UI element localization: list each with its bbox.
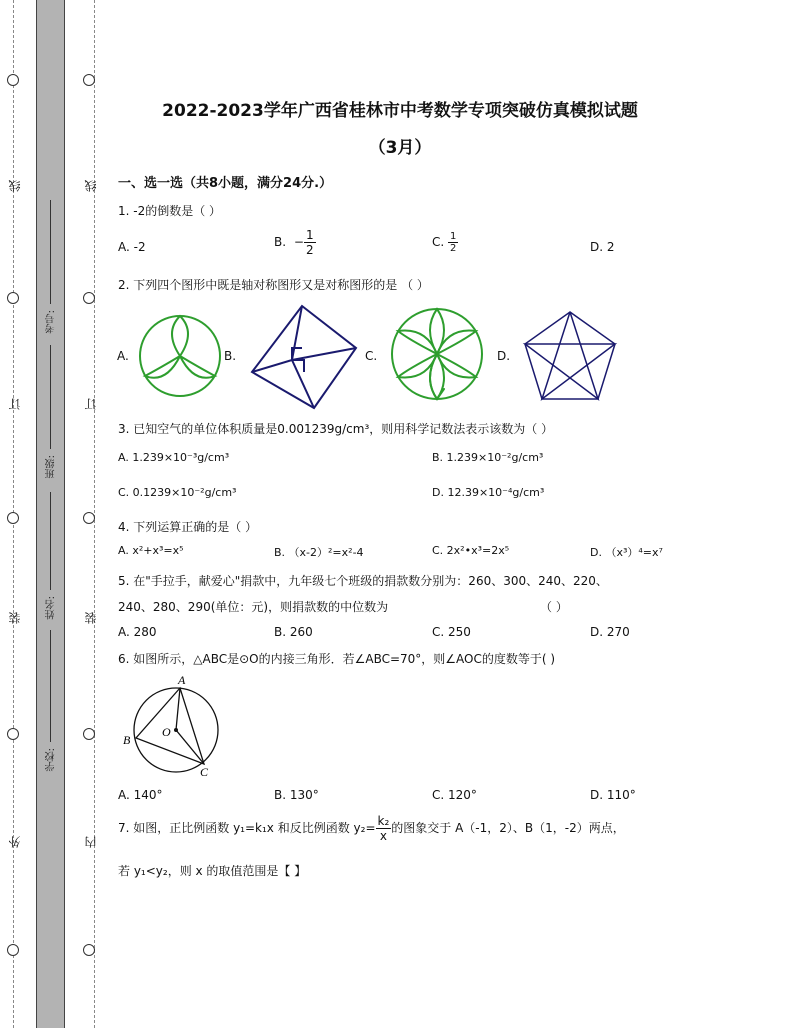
q7-stem-line2: 若 y₁<y₂，则 x 的取值范围是【 】 bbox=[118, 864, 307, 878]
field-line-class[interactable] bbox=[50, 345, 51, 449]
margin-char-xian: 线 bbox=[84, 180, 98, 192]
binding-hole-icon bbox=[7, 944, 19, 956]
q4-stem: 4. 下列运算正确的是（ ） bbox=[118, 520, 258, 534]
q7-part2: 的图象交于 A（-1，2）、B（1，-2）两点， bbox=[391, 821, 625, 835]
page-subtitle: （3月） bbox=[368, 138, 432, 158]
q1-b-denominator: 2 bbox=[305, 243, 314, 257]
margin-char-ding: 订 bbox=[8, 398, 22, 410]
q1-option-c-fraction bbox=[448, 231, 458, 254]
q7-fraction bbox=[376, 814, 392, 843]
q5-answer-paren: （ ） bbox=[540, 600, 568, 614]
q3-stem: 3. 已知空气的单位体积质量是0.001239g/cm³，则用科学记数法表示该数为（ ） bbox=[118, 422, 554, 436]
q7-part1: 7. 如图，正比例函数 y₁=k₁x 和反比例函数 y₂= bbox=[118, 821, 376, 835]
q1-option-a: A. -2 bbox=[118, 240, 146, 254]
q1-b-numerator: 1 bbox=[305, 228, 314, 242]
q6-point-o: O bbox=[162, 725, 171, 739]
binding-hole-icon bbox=[83, 728, 95, 740]
binding-hole-icon bbox=[7, 74, 19, 86]
q2-label-a: A. bbox=[117, 349, 129, 363]
q1-option-c-label: C. bbox=[432, 235, 445, 249]
q3-option-a: A. 1.239×10⁻³g/cm³ bbox=[118, 451, 230, 464]
q5-option-c: C. 250 bbox=[432, 625, 471, 639]
q4-option-d: D. （x³）⁴=x⁷ bbox=[590, 546, 663, 559]
binding-hole-icon bbox=[83, 292, 95, 304]
field-label-school: 学校: bbox=[46, 748, 57, 772]
q6-point-c: C bbox=[200, 765, 209, 779]
field-line-exam-number[interactable] bbox=[50, 200, 51, 304]
q6-option-d: D. 110° bbox=[590, 788, 636, 802]
q1-stem: 1. -2的倒数是（ ） bbox=[118, 204, 222, 218]
q6-point-a: A bbox=[178, 673, 186, 687]
binding-hole-icon bbox=[83, 74, 95, 86]
q7-stem-line1 bbox=[118, 814, 625, 843]
binding-margin bbox=[0, 0, 100, 1028]
margin-char-wai: 外 bbox=[8, 836, 22, 848]
q5-option-b: B. 260 bbox=[274, 625, 313, 639]
q2-figure-a bbox=[136, 312, 224, 400]
q1-option-b-label: B. bbox=[274, 235, 287, 249]
q4-option-b: B. （x-2）²=x²-4 bbox=[274, 546, 364, 559]
q5-option-d: D. 270 bbox=[590, 625, 630, 639]
q6-center-point bbox=[174, 728, 178, 732]
margin-char-ding: 订 bbox=[84, 398, 98, 410]
q2-figure-c bbox=[388, 305, 486, 403]
page-title: 2022-2023学年广西省桂林市中考数学专项突破仿真模拟试题 bbox=[162, 101, 638, 121]
q6-point-b: B bbox=[123, 733, 131, 747]
q5-stem-line2: 240、280、290(单位：元)，则捐款数的中位数为 bbox=[118, 600, 389, 614]
q2-label-d: D. bbox=[497, 349, 511, 363]
field-line-school[interactable] bbox=[50, 630, 51, 742]
q5-stem-line1: 5. 在"手拉手，献爱心"捐款中，九年级七个班级的捐款数分别为：260、300、240、220、 bbox=[118, 574, 608, 588]
section-heading: 一、选一选（共8小题，满分24分.） bbox=[118, 176, 333, 191]
q1-option-d: D. 2 bbox=[590, 240, 615, 254]
margin-char-xian: 线 bbox=[8, 180, 22, 192]
binding-hole-icon bbox=[83, 512, 95, 524]
q6-stem: 6. 如图所示，△ABC是⊙O的内接三角形．若∠ABC=70°，则∠AOC的度数等于( ) bbox=[118, 652, 556, 666]
q3-option-b: B. 1.239×10⁻²g/cm³ bbox=[432, 451, 544, 464]
binding-hole-icon bbox=[7, 292, 19, 304]
q3-option-d: D. 12.39×10⁻⁴g/cm³ bbox=[432, 486, 545, 499]
field-line-name[interactable] bbox=[50, 492, 51, 590]
binding-hole-icon bbox=[83, 944, 95, 956]
field-label-name: 姓名: bbox=[46, 596, 57, 620]
q6-option-c: C. 120° bbox=[432, 788, 477, 802]
margin-char-zhuang: 装 bbox=[8, 612, 22, 624]
q2-stem: 2. 下列四个图形中既是轴对称图形又是对称图形的是 （ ） bbox=[118, 278, 429, 292]
q2-figure-b bbox=[250, 304, 358, 410]
q1-c-denominator: 2 bbox=[450, 243, 457, 254]
q4-option-a: A. x²+x³=x⁵ bbox=[118, 544, 184, 557]
field-label-exam-number: 考号: bbox=[46, 310, 57, 334]
q1-option-b-fraction bbox=[304, 228, 316, 257]
field-label-class: 班级: bbox=[46, 455, 57, 479]
q5-option-a: A. 280 bbox=[118, 625, 157, 639]
binding-hole-icon bbox=[7, 512, 19, 524]
binding-hole-icon bbox=[7, 728, 19, 740]
q7-frac-denominator: x bbox=[379, 829, 387, 843]
margin-char-zhuang: 装 bbox=[84, 612, 98, 624]
q3-option-c: C. 0.1239×10⁻²g/cm³ bbox=[118, 486, 237, 499]
q7-frac-numerator: k₂ bbox=[377, 814, 390, 828]
q2-label-c: C. bbox=[365, 349, 378, 363]
q1-option-c bbox=[432, 231, 458, 254]
q1-option-b-sign: − bbox=[293, 235, 304, 249]
q6-figure bbox=[118, 672, 228, 780]
q1-option-b bbox=[274, 228, 316, 257]
q6-option-a: A. 140° bbox=[118, 788, 163, 802]
q1-c-numerator: 1 bbox=[450, 231, 457, 242]
q2-label-b: B. bbox=[224, 349, 237, 363]
margin-char-nei: 内 bbox=[84, 836, 98, 848]
q6-option-b: B. 130° bbox=[274, 788, 319, 802]
q2-figure-d bbox=[522, 310, 618, 402]
q4-option-c: C. 2x²•x³=2x⁵ bbox=[432, 544, 510, 557]
